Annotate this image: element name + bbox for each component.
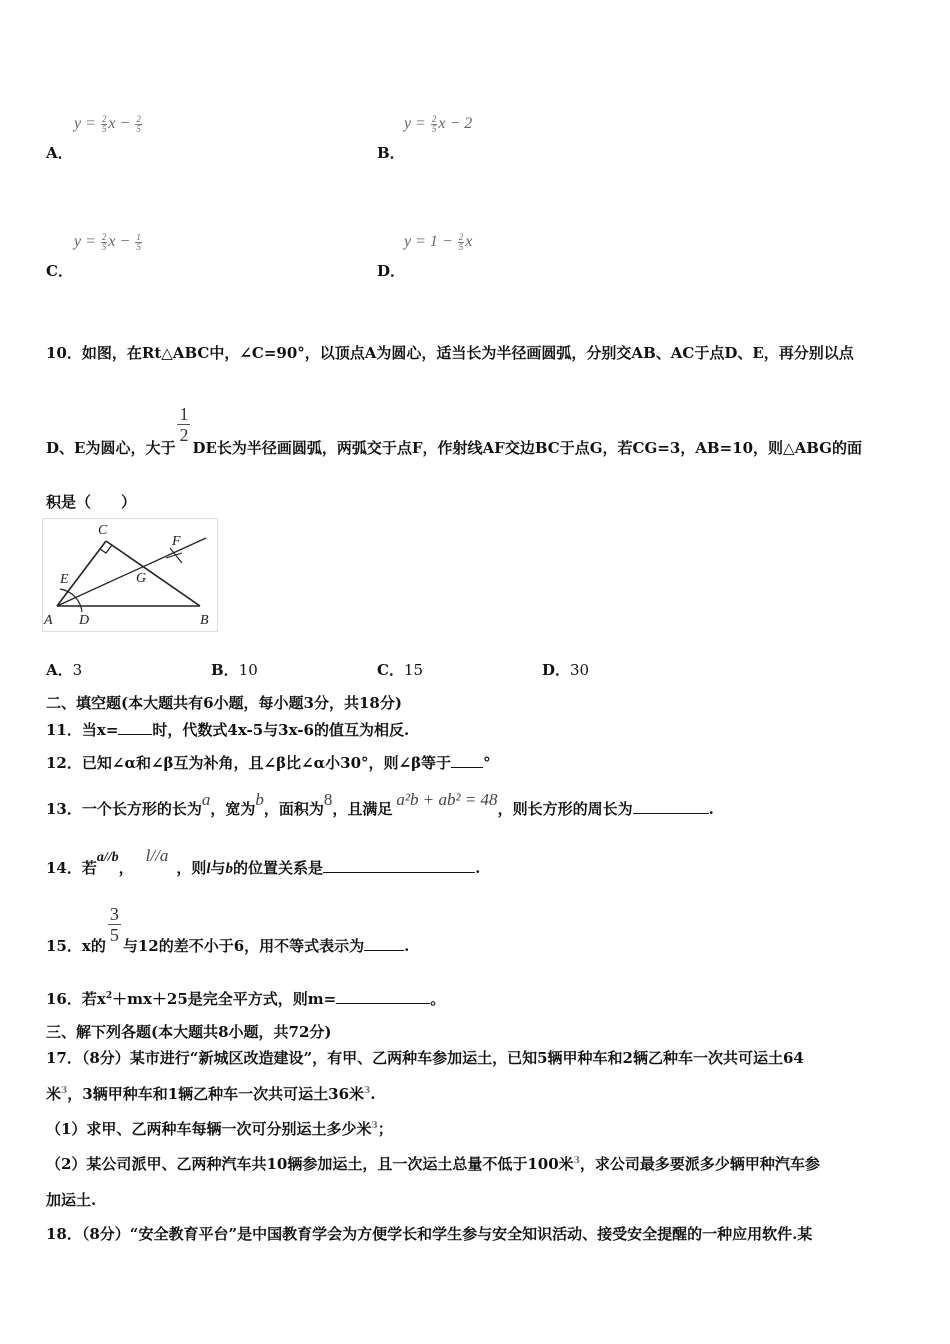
side-cb xyxy=(106,541,200,606)
label-g: G xyxy=(136,571,147,586)
q17-part2-cont: 加运土. xyxy=(46,1191,97,1209)
label-a: A xyxy=(44,613,53,628)
q10-line1: 10．如图，在Rt△ABC中，∠C=90°，以顶点A为圆心，适当长为半径画圆弧，分别交AB、AC于点D、E，再分别以点 xyxy=(46,344,854,362)
q16: 16．若$x^2+mx+25$是完全平方式，则m= 。 xyxy=(46,990,446,1008)
arc-de xyxy=(60,589,82,612)
q10-option-b[interactable]: B．10 xyxy=(211,661,258,679)
label-b: B xyxy=(200,613,209,628)
label-c: C xyxy=(98,523,108,538)
q10-option-a[interactable]: A．3 xyxy=(46,661,83,679)
label-d: D xyxy=(79,613,90,628)
q10-option-c[interactable]: C．15 xyxy=(377,661,424,679)
q18-line1: 18．（8分）“安全教育平台”是中国教育学会为方便学长和学生参与安全知识活动、接受安全提醒的一种应用软件.某 xyxy=(46,1225,813,1243)
option-d-label[interactable]: D． xyxy=(377,262,406,280)
option-c-formula: y = $\frac{2}{5}$ x − $\frac{1}{5}$ xyxy=(74,232,141,252)
q14: 14．若a//b，l//a，则l与b的位置关系是 . xyxy=(46,846,481,877)
q10-line2: D、E为圆心，大于 $\frac{1}{2}DE$长为半径画圆弧，两弧交于点F，作射线AF交边BC于点G，若CG=3，AB=10，则△ABG的面 xyxy=(46,404,862,457)
three-fifths: $\frac{3}{5}$ xyxy=(109,904,119,945)
q17-line2: 米$^3$，3辆甲种车和1辆乙种车一次共可运土36米$^3$. xyxy=(46,1085,376,1103)
label-f: F xyxy=(172,534,181,549)
ray-af xyxy=(57,538,206,606)
q13: 13．一个长方形的长为a，宽为b，面积为8，且满足 a²b + ab² = 48，则长方形的周长为 . xyxy=(46,790,714,818)
q12: 12．已知∠α和∠β互为补角，且∠β比∠α小30°，则∠β等于 ° xyxy=(46,754,491,772)
q13-blank[interactable] xyxy=(633,799,709,814)
q11: 11．当x= 时，代数式4x-5与3x-6的值互为相反. xyxy=(46,721,410,739)
q15: 15．x的 $\frac{3}{5}$与12的差不小于6，用不等式表示为 . xyxy=(46,904,410,955)
q17-part1: （1）求甲、乙两种车每辆一次可分别运土多少米$^3$； xyxy=(46,1120,393,1138)
q15-blank[interactable] xyxy=(364,936,404,951)
q10-option-d[interactable]: D．30 xyxy=(542,661,590,679)
option-a-label[interactable]: A． xyxy=(46,144,73,162)
q10-line3: 积是（ ） xyxy=(46,493,137,511)
q14-blank[interactable] xyxy=(323,858,475,873)
triangle-figure xyxy=(42,518,218,632)
option-a-formula: y = $\frac{2}{5}$ x − $\frac{2}{5}$ xyxy=(74,114,141,134)
q17-line1: 17．（8分）某市进行“新城区改造建设”，有甲、乙两种车参加运土，已知5辆甲种车和2辆乙种车一次共可运土64 xyxy=(46,1049,804,1067)
half-fraction: $\frac{1}{2}$ xyxy=(179,404,189,445)
q12-blank[interactable] xyxy=(451,753,483,768)
label-e: E xyxy=(60,572,69,587)
option-b-label[interactable]: B． xyxy=(377,144,405,162)
option-b-formula: y = $\frac{2}{5}$ x − 2 xyxy=(404,114,473,134)
q11-blank[interactable] xyxy=(118,720,152,735)
q16-blank[interactable] xyxy=(336,989,430,1004)
section-3-title: 三、解下列各题(本大题共8小题，共72分) xyxy=(46,1023,332,1041)
option-c-label[interactable]: C． xyxy=(46,262,73,280)
section-2-title: 二、填空题(本大题共有6小题，每小题3分，共18分) xyxy=(46,694,402,712)
option-d-formula: y = 1 − $\frac{2}{5}$ x xyxy=(404,232,473,252)
q17-part2: （2）某公司派甲、乙两种汽车共10辆参加运土，且一次运土总量不低于100米$^3$，求公司最多要派多少辆甲种汽车参 xyxy=(46,1155,820,1173)
